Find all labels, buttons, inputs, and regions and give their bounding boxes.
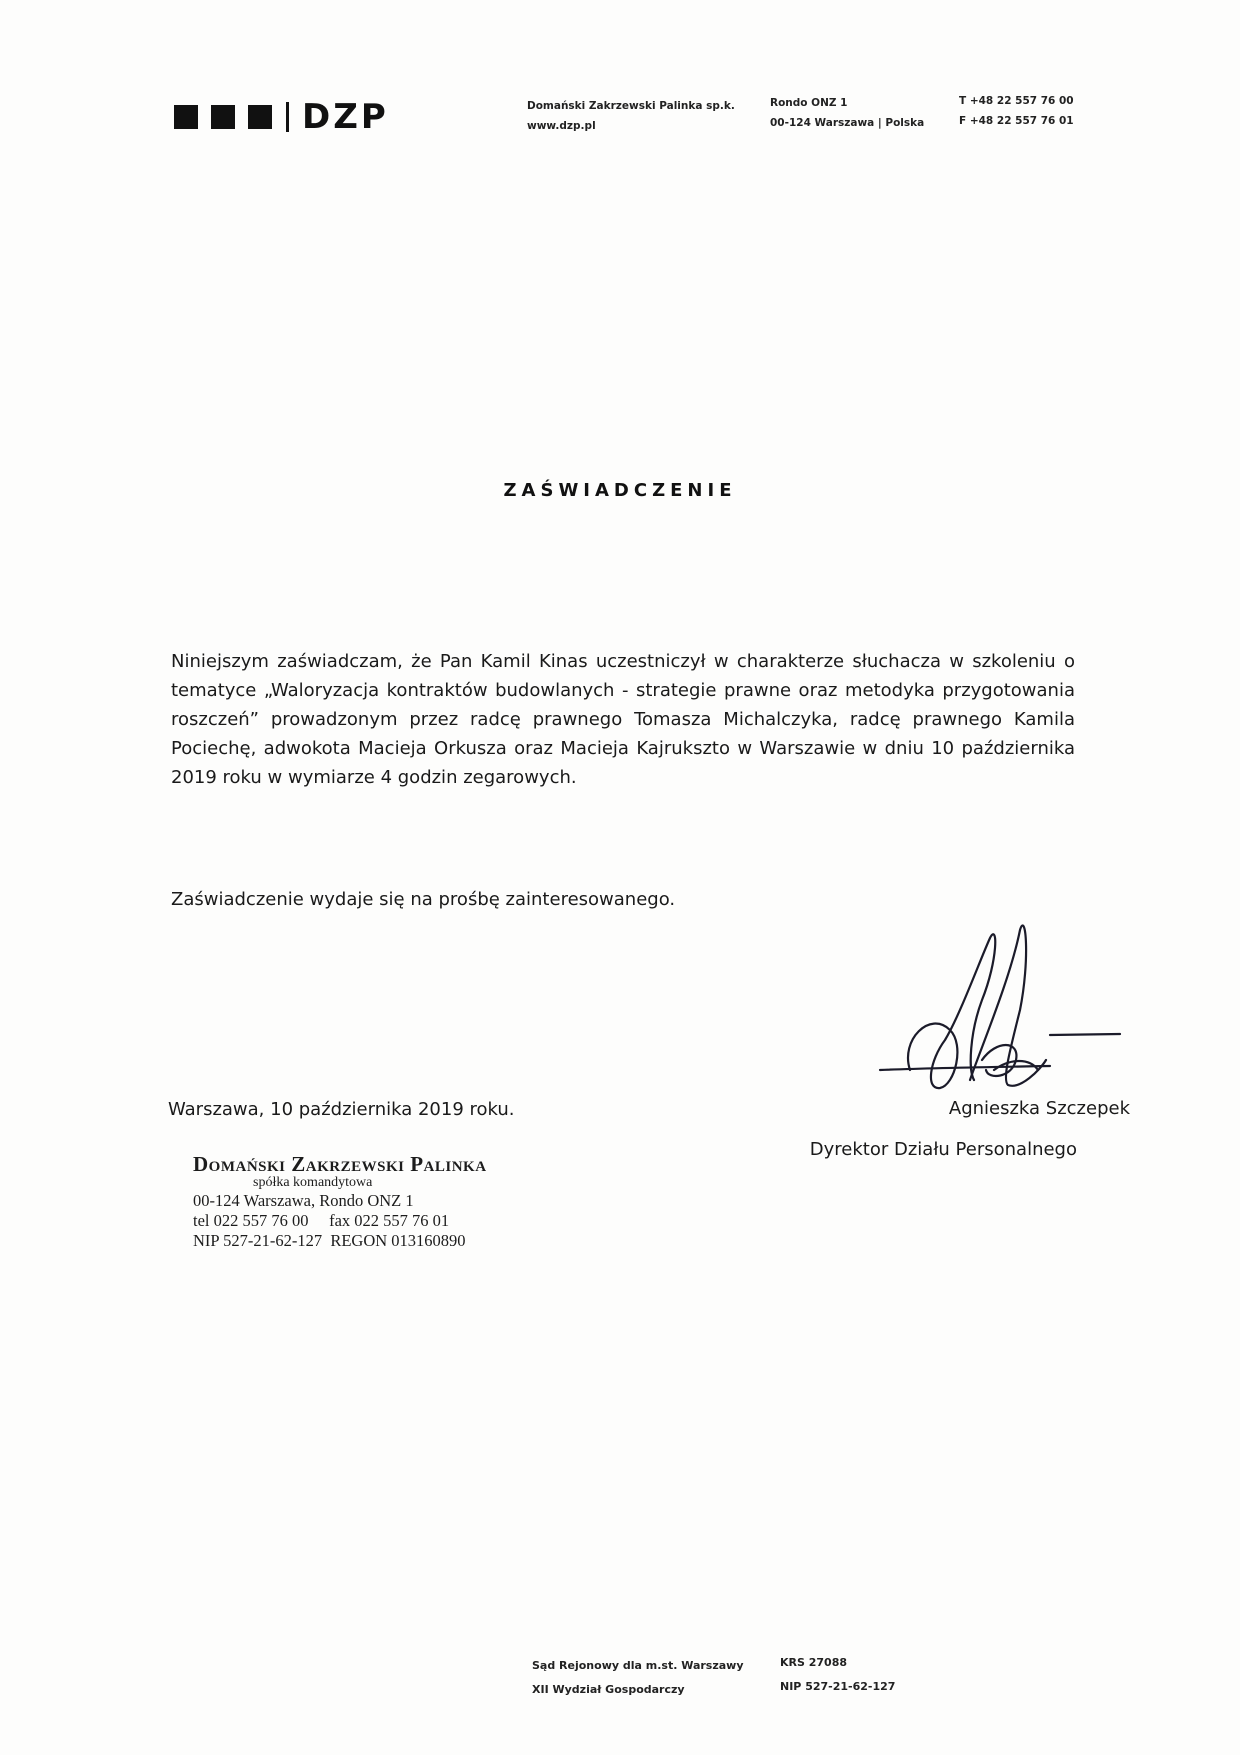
footer-nip: NIP 527-21-62-127 [780,1680,896,1693]
logo-text: DZP [302,97,389,137]
signer-name: Agnieszka Szczepek [948,1098,1130,1119]
signature-stroke [880,1066,1050,1070]
signature-stroke [908,934,995,1088]
stamp-company-name: Domański Zakrzewski Palinka [193,1152,487,1176]
company-stamp [193,1152,493,1251]
footer-court-block [532,1654,744,1702]
stamp-address: 00-124 Warszawa, Rondo ONZ 1 [193,1191,414,1210]
header-phone: T +48 22 557 76 00 [959,95,1074,107]
header-company-block [527,96,735,136]
request-note: Zaświadczenie wydaje się na prośbę zainteresowanego. [171,889,676,910]
place-and-date: Warszawa, 10 października 2019 roku. [168,1099,515,1120]
header-company-name: Domański Zakrzewski Palinka sp.k. [527,100,735,112]
certificate-body: Niniejszym zaświadczam, że Pan Kamil Kinas uczestniczył w charakterze słuchacza w szkoleniu o tematyce „Waloryzacja kontraktów budowlanych - strategie prawne oraz metodyka przygotowania roszczeń” prowadzonym przez radcę prawnego Tomasza Michalczyka, radcę prawnego Kamila Pociechę, adwokota Macieja Orkusza oraz Macieja Kajrukszto w Warszawie w dniu 10 października 2019 roku w wymiarze 4 godzin zegarowych. [171,651,1075,788]
logo-divider [286,102,289,132]
logo-square-3 [248,105,272,129]
footer-ids-block [780,1651,895,1699]
footer-court-line1: Sąd Rejonowy dla m.st. Warszawy [532,1659,744,1672]
header-website: www.dzp.pl [527,120,596,132]
handwritten-signature [870,920,1130,1100]
logo-square-2 [211,105,235,129]
logo-square-1 [174,105,198,129]
stamp-company-type: spółka komandytowa [253,1175,373,1190]
footer-court-line2: XII Wydział Gospodarczy [532,1683,685,1696]
footer-krs: KRS 27088 [780,1656,848,1669]
header-address-line1: Rondo ONZ 1 [770,97,848,109]
company-logo [174,97,389,137]
header-address-line2: 00-124 Warszawa | Polska [770,117,925,129]
header-address-block [770,93,924,133]
signer-role: Dyrektor Działu Personalnego [809,1139,1077,1160]
document-title: ZAŚWIADCZENIE [503,480,737,501]
signature-stroke [1050,1034,1120,1035]
header-contact-block [959,91,1074,131]
stamp-ids: NIP 527-21-62-127 REGON 013160890 [193,1231,466,1250]
header-fax: F +48 22 557 76 01 [959,115,1074,127]
stamp-phones: tel 022 557 76 00 fax 022 557 76 01 [193,1211,450,1230]
